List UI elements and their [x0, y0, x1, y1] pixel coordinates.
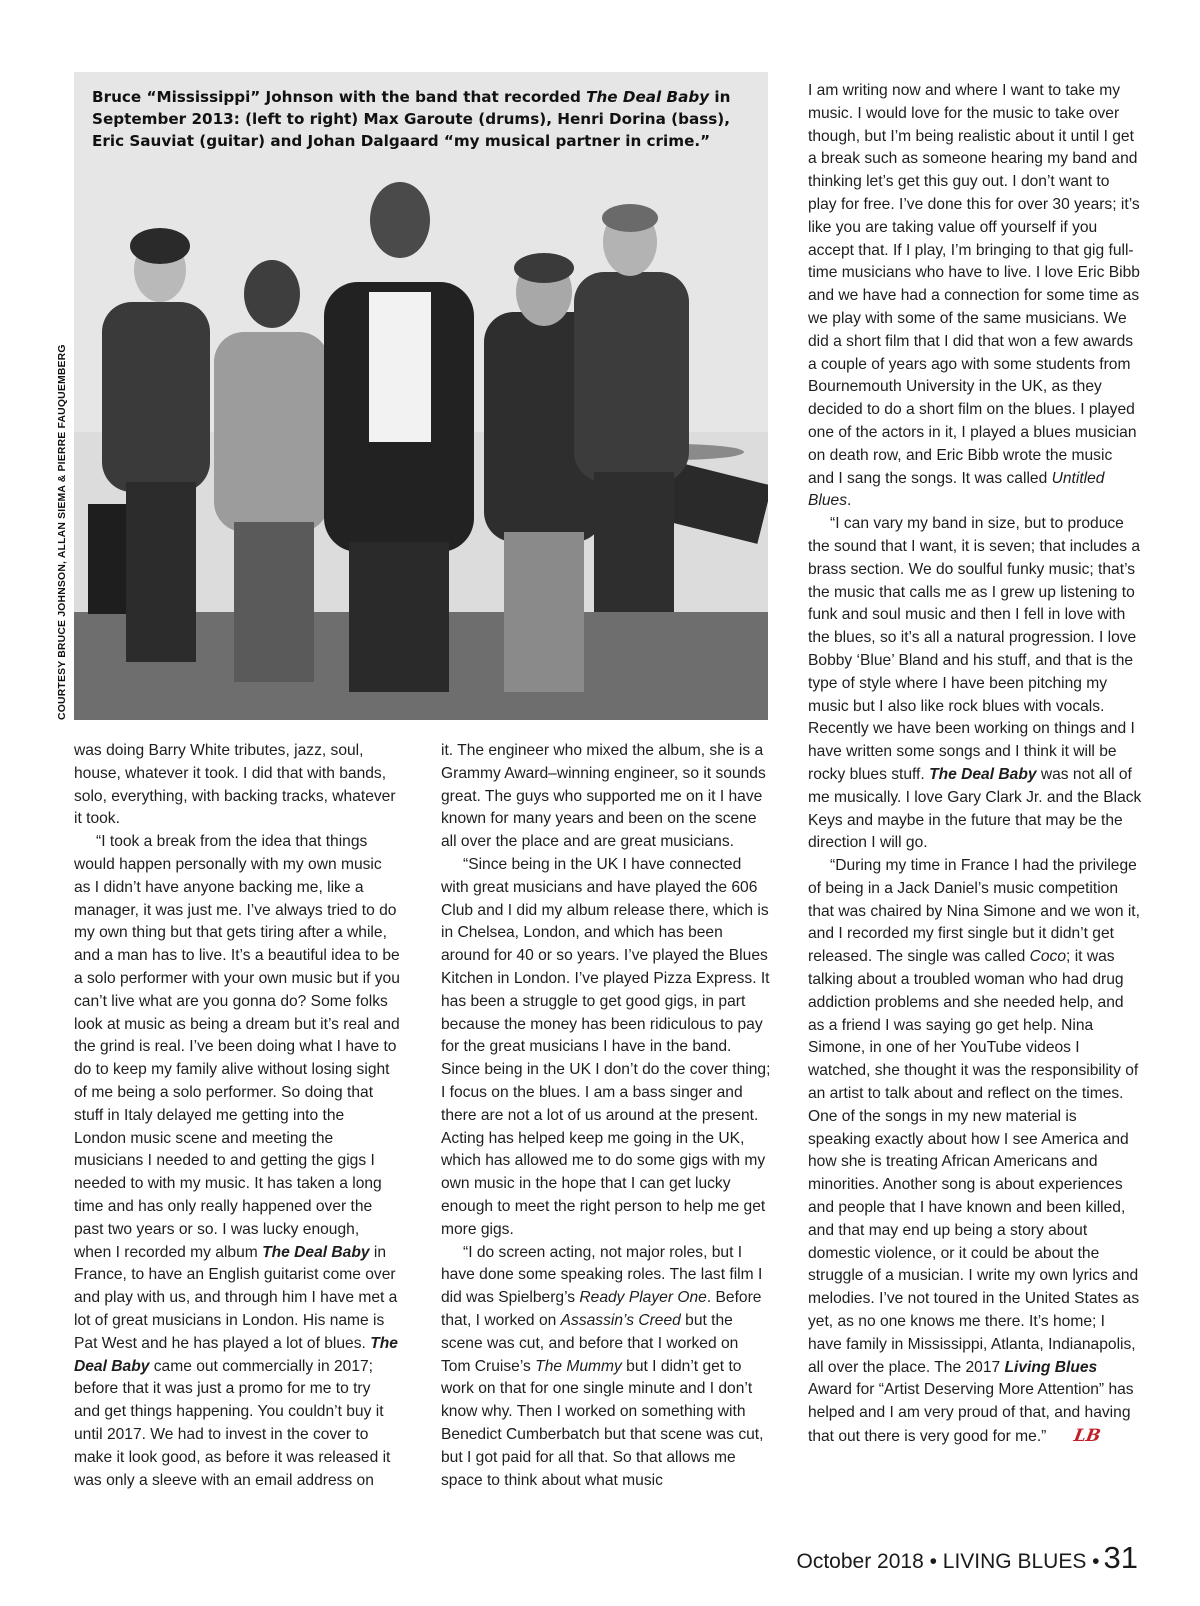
- band-photo: [74, 72, 768, 720]
- paragraph: “I can vary my band in size, but to produce the sound that I want, it is seven; that includes a brass section. We do soulful funky music; that’s the music that calls me as I grew up listening to funk and soul music and then I fell in love with the blues, so it’s all a natural progression. I love Bobby ‘Blue’ Bland and his stuff, and that is the type of style where I have been pitching my music but I also like rock blues with vocals. Recently we have been working on things and I have written some songs and I think it will be rocky blues stuff. The Deal Baby was not all of me musically. I love Gary Clark Jr. and the Black Keys and maybe in the future that may be the direction I will go.: [808, 515, 1142, 852]
- photo-credit: COURTESY BRUCE JOHNSON, ALLAN SIEMA & PIERRE FAUQUEMBERG: [57, 344, 68, 720]
- page-footer: [797, 1540, 1139, 1576]
- paragraph: “During my time in France I had the privilege of being in a Jack Daniel’s music competition that was chaired by Nina Simone and we won it, and I recorded my first single but it didn’t get released. The single was called Coco; it was talking about a troubled woman who had drug addiction problems and she needed help, and as a friend I was saying go get help. Nina Simone, in one of her YouTube videos I watched, she thought it was the responsibility of an artist to talk about and reflect on the times. One of the songs in my new material is speaking exactly about how I see America and how she is treating African Americans and minorities. Another song is about experiences and people that I have known and been killed, and that may end up being a story about domestic violence, or it could be about the struggle of a musician. I write my own lyrics and melodies. I’ve not toured in the United States as yet, as no one knows me there. It’s home; I have family in Mississippi, Atlanta, Indianapolis, all over the place. The 2017 Living Blues Award for “Artist Deserving More Attention” has helped and I am very proud of that, and having that out there is very good for me.” LB: [808, 857, 1140, 1447]
- band-photo-illustration: [74, 72, 768, 720]
- film-title: The Mummy: [535, 1357, 622, 1375]
- single-title: Coco: [1029, 948, 1067, 966]
- film-title: Assassin’s Creed: [560, 1311, 681, 1329]
- paragraph: was doing Barry White tributes, jazz, soul, house, whatever it took. I did that with bands, solo, everything, with backing tracks, whatever it took.: [74, 742, 396, 828]
- end-mark-logo: LB: [1072, 1426, 1103, 1447]
- page-number: 31: [1103, 1540, 1138, 1575]
- photo-caption: Bruce “Mississippi” Johnson with the band that recorded The Deal Baby in September 2013: (left to right) Max Garoute (drums), Henri Dorina (bass), Eric Sauviat (guitar) and Johan Dalgaard “my musical partner in crime.”: [92, 88, 731, 150]
- album-title: The Deal Baby: [74, 1334, 398, 1375]
- paragraph: it. The engineer who mixed the album, she is a Grammy Award–winning engineer, so it sounds great. The guys who supported me on it I have known for many years and been on the scene all over the place and are great musicians.: [441, 742, 766, 851]
- article-column-2: [441, 740, 771, 1492]
- caption-album-title: The Deal Baby: [586, 88, 710, 106]
- album-title: The Deal Baby: [929, 765, 1037, 783]
- magazine-title: Living Blues: [1004, 1358, 1098, 1376]
- film-title: Ready Player One: [579, 1289, 707, 1307]
- issue-label: October 2018 • LIVING BLUES •: [796, 1550, 1100, 1573]
- paragraph: “I took a break from the idea that things would happen personally with my own music as I didn’t have anyone backing me, like a manager, it was just me. I’ve always tried to do my own thing but that gets tiring after a while, and a man has to live. It’s a beautiful idea to be a solo performer with your own music but if you can’t live what are you gonna do? Some folks look at music as being a dream but it’s real and the grind is real. I’ve been doing what I have to do to keep my family alive without losing sight of me being a solo performer. So doing that stuff in Italy delayed me getting into the London music scene and meeting the musicians I needed to and getting the gigs I needed to with my music. It has taken a long time and has only really happened over the past two years or so. I was lucky enough, when I recorded my album The Deal Baby in France, to have an English guitarist come over and play with us, and through him I have met a lot of great musicians in London. His name is Pat West and he has played a lot of blues. The Deal Baby came out commercially in 2017; before that it was just a promo for me to try and get things happening. You couldn’t buy it until 2017. We had to invest in the cover to make it look good, as before it was released it was only a sleeve with an email address on: [74, 833, 400, 1489]
- album-title: The Deal Baby: [262, 1243, 370, 1261]
- paragraph: “Since being in the UK I have connected with great musicians and have played the 606 Club and I did my album release there, which is in Chelsea, London, and which has been around for 40 or so years. I’ve played the Blues Kitchen in London. I’ve played Pizza Express. It has been a struggle to get good gigs, in part because the money has been ridiculous to pay for the great musicians I have in the band. Since being in the UK I don’t do the cover thing; I focus on the blues. I am a bass singer and there are not a lot of us around at the present. Acting has helped keep me going in the UK, which has allowed me to do some gigs with my own music in the hope that I can get lucky enough to meet the right person to help me get more gigs.: [441, 855, 771, 1238]
- film-title: Untitled Blues: [808, 469, 1105, 510]
- article-column-3: [808, 80, 1142, 1449]
- paragraph: I am writing now and where I want to take my music. I would love for the music to take over though, but I’m being realistic about it until I get a break such as someone hearing my band and thinking let’s get this guy out. I don’t want to play for free. I’ve done this for over 30 years; it’s like you are taking value off yourself if you accept that. If I play, I’m bringing to that gig full-time musicians who have to live. I love Eric Bibb and we have had a connection for some time as we play with some of the same musicians. We did a short film that I did that won a few awards a couple of years ago with some students from Bournemouth University in the UK, as they decided to do a short film on the blues. I played one of the actors in it, I played a blues musician on death row, and Eric Bibb wrote the music and I sang the songs. It was called Untitled Blues.: [808, 82, 1140, 510]
- article-column-1: [74, 740, 400, 1492]
- paragraph: “I do screen acting, not major roles, but I have done some speaking roles. The last film I did was Spielberg’s Ready Player One. Before that, I worked on Assassin’s Creed but the scene was cut, and before that I worked on Tom Cruise’s The Mummy but I didn’t get to work on that for one single minute and I don’t know why. Then I worked on something with Benedict Cumberbatch but that scene was cut, but I got paid for all that. So that allows me space to think about what music: [441, 1243, 764, 1489]
